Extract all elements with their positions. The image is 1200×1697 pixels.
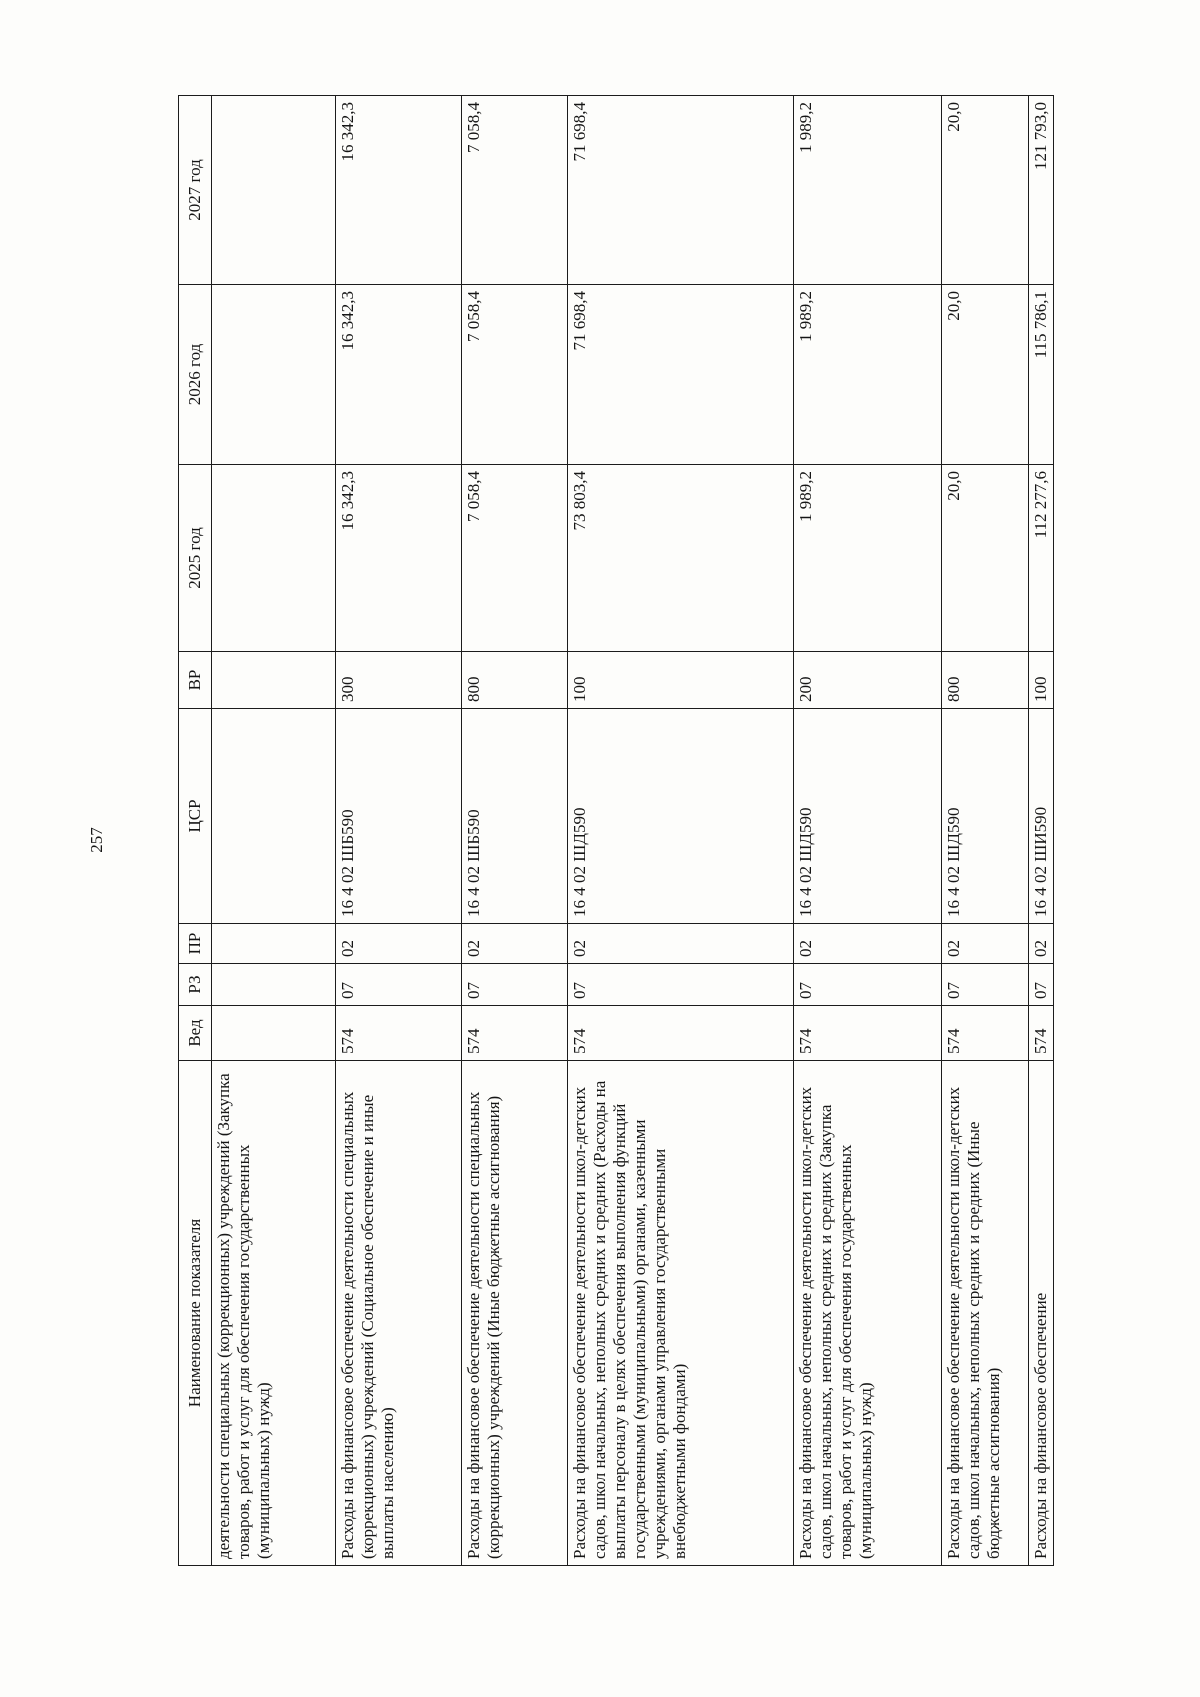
cell-ved: 574	[462, 1006, 568, 1061]
header-csr: ЦСР	[179, 709, 212, 924]
cell-rz: 07	[1029, 964, 1054, 1006]
table-row	[1029, 96, 1054, 1566]
header-name: Наименование показателя	[179, 1061, 212, 1566]
cell-2025: 112 277,6	[1029, 465, 1054, 652]
cell-rz: 07	[462, 964, 568, 1006]
rotated-table-wrapper	[178, 96, 1200, 1566]
cell-ved: 574	[942, 1006, 1029, 1061]
cell-rz: 07	[336, 964, 462, 1006]
cell-name: Расходы на финансовое обеспечение деятельности специальных (коррекционных) учреждений (Иные бюджетные ассигнования)	[462, 1061, 568, 1566]
header-2027: 2027 год	[179, 96, 212, 285]
cell-2025: 73 803,4	[568, 465, 794, 652]
cell-name: деятельности специальных (коррекционных) учреждений (Закупка товаров, работ и услуг для обеспечения государственных (муниципальных) нужд)	[212, 1061, 336, 1566]
cell-name: Расходы на финансовое обеспечение деятельности школ-детских садов, школ начальных, неполных средних и средних (Иные бюджетные ассигнования)	[942, 1061, 1029, 1566]
cell-name: Расходы на финансовое обеспечение деятельности школ-детских садов, школ начальных, неполных средних и средних (Расходы на выплаты персоналу в целях обеспечения выполнения функций государственными (муниципальными) органами, казенными учреждениями, органами управления государственными внебюджетными фондами)	[568, 1061, 794, 1566]
table-row	[942, 96, 1029, 1566]
cell-pr: 02	[462, 924, 568, 964]
cell-2026: 115 786,1	[1029, 285, 1054, 465]
table-row	[568, 96, 794, 1566]
cell-2026: 16 342,3	[336, 285, 462, 465]
cell-pr: 02	[794, 924, 942, 964]
cell-pr: 02	[1029, 924, 1054, 964]
cell-csr	[212, 709, 336, 924]
table-rotation-layer	[178, 96, 1200, 1566]
table-header-row	[179, 96, 212, 1566]
cell-rz: 07	[942, 964, 1029, 1006]
cell-ved: 574	[1029, 1006, 1054, 1061]
header-ved: Вед	[179, 1006, 212, 1061]
cell-vr: 100	[568, 652, 794, 709]
cell-csr: 16 4 02 ШБ590	[336, 709, 462, 924]
cell-csr: 16 4 02 ШД590	[568, 709, 794, 924]
cell-2027: 121 793,0	[1029, 96, 1054, 285]
cell-2027: 7 058,4	[462, 96, 568, 285]
cell-2025	[212, 465, 336, 652]
cell-vr: 300	[336, 652, 462, 709]
cell-rz: 07	[794, 964, 942, 1006]
cell-pr	[212, 924, 336, 964]
cell-2026: 20,0	[942, 285, 1029, 465]
cell-vr: 800	[462, 652, 568, 709]
cell-name: Расходы на финансовое обеспечение деятельности школ-детских садов, школ начальных, неполных средних и средних (Закупка товаров, работ и услуг для обеспечения государственных (муниципальных) нужд)	[794, 1061, 942, 1566]
cell-vr	[212, 652, 336, 709]
cell-csr: 16 4 02 ШБ590	[462, 709, 568, 924]
cell-2026: 7 058,4	[462, 285, 568, 465]
cell-2027: 20,0	[942, 96, 1029, 285]
cell-ved: 574	[568, 1006, 794, 1061]
table-row	[336, 96, 462, 1566]
cell-2026: 71 698,4	[568, 285, 794, 465]
header-2026: 2026 год	[179, 285, 212, 465]
page-number: 257	[86, 827, 106, 853]
cell-pr: 02	[942, 924, 1029, 964]
cell-pr: 02	[336, 924, 462, 964]
cell-csr: 16 4 02 ШД590	[794, 709, 942, 924]
cell-name: Расходы на финансовое обеспечение деятельности специальных (коррекционных) учреждений (Социальное обеспечение и иные выплаты населению)	[336, 1061, 462, 1566]
cell-vr: 100	[1029, 652, 1054, 709]
header-pr: ПР	[179, 924, 212, 964]
cell-rz: 07	[568, 964, 794, 1006]
cell-rz	[212, 964, 336, 1006]
cell-vr: 200	[794, 652, 942, 709]
cell-ved: 574	[794, 1006, 942, 1061]
cell-2025: 20,0	[942, 465, 1029, 652]
table-row	[794, 96, 942, 1566]
table-row	[212, 96, 336, 1566]
header-2025: 2025 год	[179, 465, 212, 652]
header-rz: РЗ	[179, 964, 212, 1006]
cell-2026	[212, 285, 336, 465]
cell-2027: 1 989,2	[794, 96, 942, 285]
cell-csr: 16 4 02 ШИ590	[1029, 709, 1054, 924]
header-vr: ВР	[179, 652, 212, 709]
cell-pr: 02	[568, 924, 794, 964]
cell-2026: 1 989,2	[794, 285, 942, 465]
cell-2027	[212, 96, 336, 285]
cell-2025: 16 342,3	[336, 465, 462, 652]
cell-2027: 71 698,4	[568, 96, 794, 285]
cell-vr: 800	[942, 652, 1029, 709]
cell-2025: 1 989,2	[794, 465, 942, 652]
cell-csr: 16 4 02 ШД590	[942, 709, 1029, 924]
table-row	[462, 96, 568, 1566]
budget-table	[178, 95, 1054, 1566]
cell-ved	[212, 1006, 336, 1061]
cell-2025: 7 058,4	[462, 465, 568, 652]
cell-name: Расходы на финансовое обеспечение	[1029, 1061, 1054, 1566]
cell-ved: 574	[336, 1006, 462, 1061]
cell-2027: 16 342,3	[336, 96, 462, 285]
